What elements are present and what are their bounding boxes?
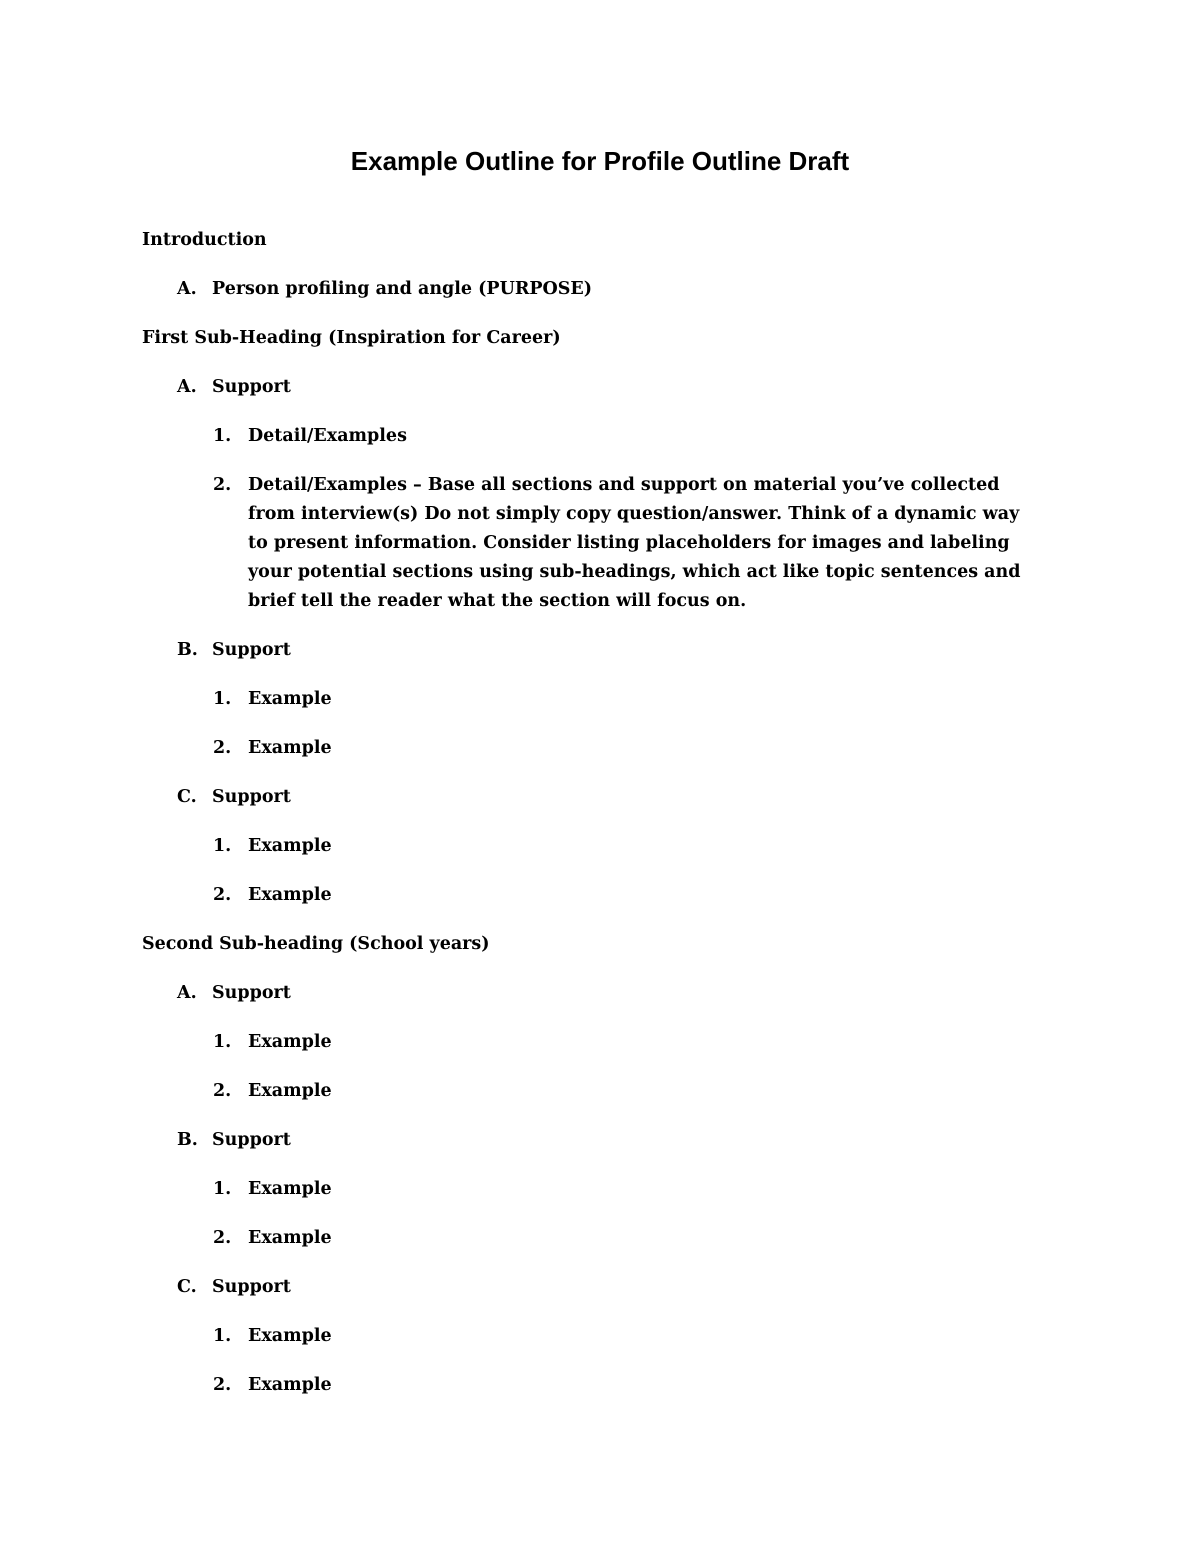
item-text: Example: [248, 885, 332, 905]
item-text: Example: [248, 689, 332, 709]
item-text: Example: [248, 1228, 332, 1248]
outline-body: [142, 226, 1042, 1420]
example-item: [142, 881, 1042, 910]
item-marker: 1.: [213, 426, 232, 446]
item-text: Support: [212, 1130, 291, 1150]
example-item: [142, 1175, 1042, 1204]
item-text: Support: [212, 1277, 291, 1297]
item-marker: 1.: [213, 1179, 232, 1199]
item-text: Detail/Examples: [248, 426, 407, 446]
support-item: [142, 373, 1042, 402]
example-item: [142, 685, 1042, 714]
item-text: Support: [212, 377, 291, 397]
example-item: [142, 1224, 1042, 1253]
example-item: [142, 422, 1042, 451]
item-text: Example: [248, 1375, 332, 1395]
item-text: Example: [248, 1326, 332, 1346]
item-marker: 2.: [213, 885, 232, 905]
item-text: Detail/Examples – Base all sections and support on material you’ve collected from interview(s) Do not simply copy question/answer. Think of a dynamic way to present information. Consider listing placeholders for images and labeling your potential sections using sub-headings, which act like topic sentences and brief tell the reader what the section will focus on.: [248, 475, 1021, 611]
item-marker: A.: [177, 983, 197, 1003]
item-text: Support: [212, 640, 291, 660]
item-text: Support: [212, 787, 291, 807]
example-item: [142, 1322, 1042, 1351]
item-marker: 1.: [213, 689, 232, 709]
item-text: Example: [248, 738, 332, 758]
support-item: [142, 636, 1042, 665]
item-text: Example: [248, 1081, 332, 1101]
item-marker: 2.: [213, 738, 232, 758]
item-text: Example: [248, 1179, 332, 1199]
support-item: [142, 979, 1042, 1008]
support-item: [142, 1273, 1042, 1302]
item-marker: 2.: [213, 1228, 232, 1248]
item-text: Support: [212, 983, 291, 1003]
document-title: Example Outline for Profile Outline Draft: [350, 146, 850, 176]
example-item: [142, 734, 1042, 763]
item-marker: B.: [177, 640, 198, 660]
section-heading-introduction: Introduction: [142, 230, 267, 250]
example-item: [142, 1077, 1042, 1106]
item-marker: B.: [177, 1130, 198, 1150]
section-heading-second: Second Sub-heading (School years): [142, 934, 490, 954]
item-marker: 1.: [213, 836, 232, 856]
item-marker: 1.: [213, 1032, 232, 1052]
item-marker: A.: [177, 377, 197, 397]
example-item: [142, 471, 1042, 616]
item-text: Person profiling and angle (PURPOSE): [212, 279, 593, 299]
example-item: [142, 1028, 1042, 1057]
item-text: Example: [248, 836, 332, 856]
support-item: [142, 783, 1042, 812]
example-item: [142, 832, 1042, 861]
item-marker: 1.: [213, 1326, 232, 1346]
item-marker: C.: [177, 1277, 197, 1297]
support-item: [142, 1126, 1042, 1155]
example-item: [142, 1371, 1042, 1400]
outline-item: [142, 275, 1042, 304]
item-marker: A.: [177, 279, 197, 299]
item-marker: 2.: [213, 1081, 232, 1101]
item-marker: C.: [177, 787, 197, 807]
item-marker: 2.: [213, 1375, 232, 1395]
section-heading-first: First Sub-Heading (Inspiration for Career): [142, 328, 561, 348]
item-marker: 2.: [213, 475, 232, 495]
item-text: Example: [248, 1032, 332, 1052]
